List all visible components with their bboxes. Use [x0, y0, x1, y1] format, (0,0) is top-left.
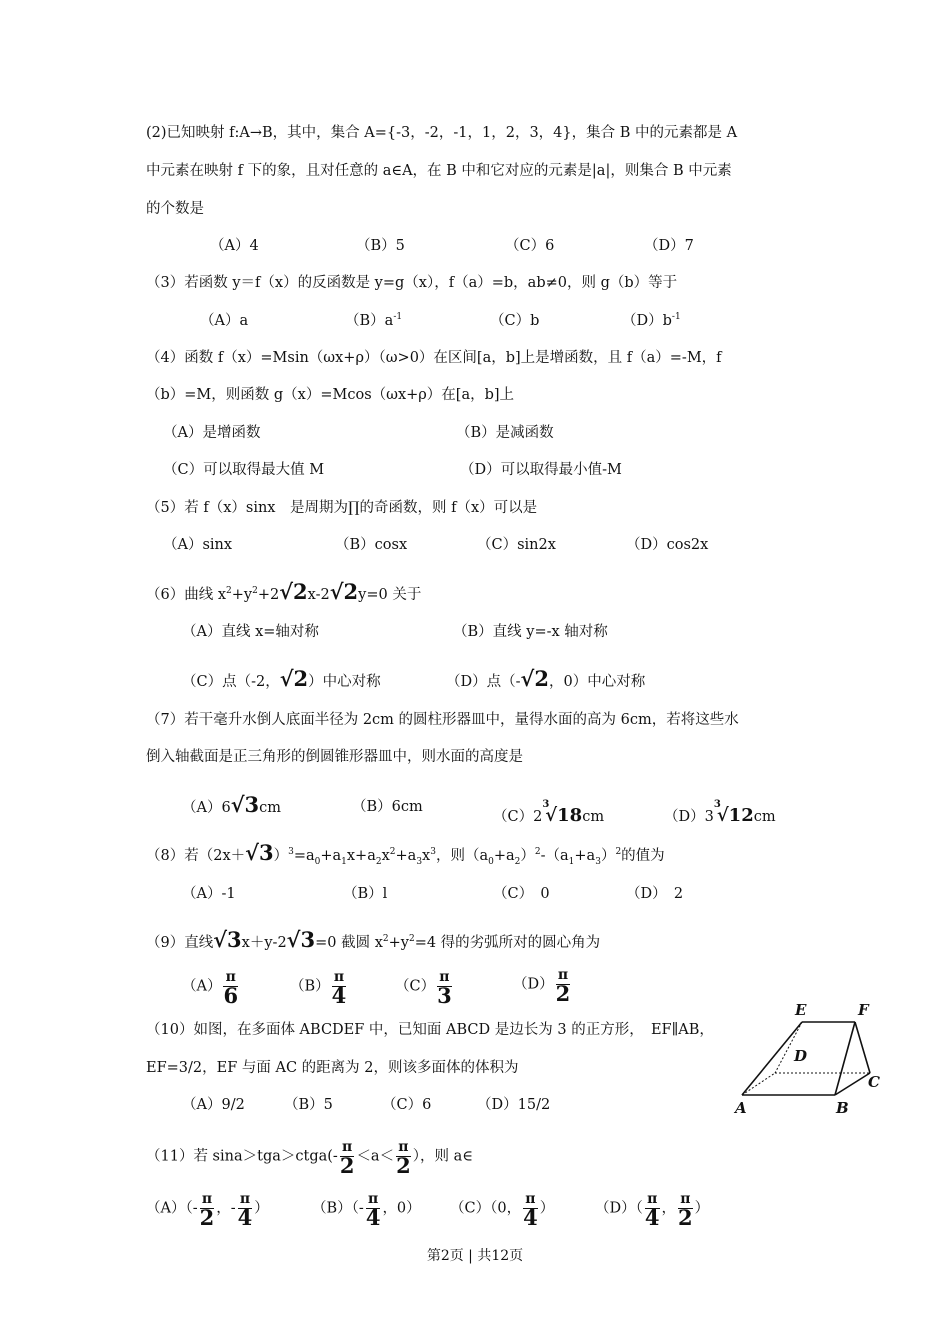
q10-line-1: （10）如图，在多面体 ABCDEF 中，已知面 ABCD 是边长为 3 的正方形， EF∥AB，	[146, 1022, 714, 1038]
vertex-label-a: A	[735, 1099, 747, 1117]
pi-over-4: $\frac{\pi}{4}$	[331, 969, 347, 1008]
q9-line-1: （9）直线√3x＋y-2√3=0 截圆 $x^2+y^2=4$ 得的劣弧所对的圆心角为	[146, 927, 601, 952]
q10-line-2: EF=3/2，EF 与面 AC 的距离为 2，则该多面体的体积为	[146, 1060, 519, 1076]
q7-option-c: $(C)2^3√18cm$	[493, 799, 605, 826]
q7-option-a: （A）6√3cm	[182, 792, 282, 817]
q8-option-a: （A）-1	[182, 886, 236, 902]
page-footer: 第2页 | 共12页	[426, 1248, 524, 1264]
vertex-label-f: F	[858, 1001, 869, 1019]
polyhedron-figure	[730, 995, 890, 1120]
q10-option-b: （B）5	[284, 1097, 333, 1113]
q3-line-1: （3）若函数 y＝f（x）的反函数是 y=g（x），f（a）=b，ab≠0，则 g（b）等于	[146, 275, 678, 291]
pi-over-6: $\frac{\pi}{6}$	[223, 969, 239, 1008]
q6-option-a: （A）直线 x=轴对称	[182, 624, 319, 640]
q9-option-a: （A） $\frac{\pi}{6}$	[182, 969, 239, 1008]
q9-option-d: （D） $\frac{\pi}{2}$	[513, 967, 571, 1006]
q6-option-c: （C）点（-2，√2）中心对称	[182, 666, 381, 691]
q5-option-b: （B）cosx	[335, 537, 408, 553]
q11-option-a: （A）（- $\frac{\pi}{2}$ ，- $\frac{\pi}{4}$ ）	[146, 1191, 269, 1230]
sqrt2-symbol: √2	[520, 666, 549, 691]
q9-option-c: （C） $\frac{\pi}{3}$	[395, 969, 452, 1008]
vertex-label-c: C	[868, 1073, 880, 1091]
q4-option-b: （B）是减函数	[456, 425, 554, 441]
q6-line-1: （6）曲线 $x^2+y^2+2√2x-2√2y=0$ 关于	[146, 579, 422, 604]
q7-option-d: $(D)3^3√12cm$	[664, 799, 776, 826]
q6-option-b: （B）直线 y=-x 轴对称	[453, 624, 608, 640]
sqrt2-symbol: √2	[329, 579, 359, 604]
q3-option-d: $(D)b^{-1}$	[622, 312, 681, 329]
q2-option-c: （C）6	[505, 238, 555, 254]
q4-option-a: （A）是增函数	[163, 425, 261, 441]
q11-option-d: （D）（ $\frac{\pi}{4}$ ， $\frac{\pi}{2}$ ）	[595, 1191, 710, 1230]
q4-line-2: （b）=M，则函数 g（x）=Mcos（ωx+ρ）在[a，b]上	[146, 387, 515, 403]
q11-option-b: （B）（- $\frac{\pi}{4}$ ，0）	[312, 1191, 421, 1230]
q7-line-1: （7）若干毫升水倒人底面半径为 2cm 的圆柱形器皿中，量得水面的高为 6cm，若将这些水	[146, 712, 739, 728]
vertex-label-d: D	[794, 1047, 808, 1065]
q2-line-3: 的个数是	[146, 201, 204, 217]
sqrt2-symbol: √2	[279, 666, 309, 691]
q2-line-1: (2)已知映射 f:A→B，其中，集合 A={-3，-2，-1，1，2，3，4}，集合 B 中的元素都是 A	[146, 125, 738, 141]
q8-option-d: （D） 2	[626, 886, 684, 902]
q7-option-b: （B）6cm	[352, 799, 423, 815]
q3-option-c: （C）b	[490, 313, 540, 329]
q5-line-1: （5）若 f（x）sinx 是周期为∏的奇函数，则 f（x）可以是	[146, 500, 538, 516]
q2-option-a: （A）4	[210, 238, 259, 254]
q3-option-b: $(B)a^{-1}$	[345, 312, 403, 329]
q5-option-a: （A）sinx	[163, 537, 233, 553]
pi-over-2: $\frac{\pi}{2}$	[555, 967, 571, 1006]
q10-option-a: （A）9/2	[182, 1097, 245, 1113]
q9-option-b: （B） $\frac{\pi}{4}$	[290, 969, 347, 1008]
q8-option-c: （C） 0	[493, 886, 550, 902]
pi-over-3: $\frac{\pi}{3}$	[437, 969, 452, 1008]
q8-line-1: （8）若$(2x+√3)^3=a_0+a_1x+a_2x^2+a_3x^3$，则$(a_0+a_2)^2-(a_1+a_3)^2$的值为	[146, 840, 665, 867]
q11-line-1: （11）若 sina＞tga＞ctga(- $\frac{\pi}{2}$ ＜a＜ $\frac{\pi}{2}$ ），则 a∈	[146, 1139, 473, 1178]
q5-option-d: （D）cos2x	[626, 537, 709, 553]
q7-line-2: 倒入轴截面是正三角形的倒圆锥形器皿中，则水面的高度是	[146, 749, 523, 765]
q8-option-b: （B）l	[343, 886, 388, 902]
q3-option-a: （A）a	[200, 313, 249, 329]
q6-option-d: （D）点（-√2，0）中心对称	[446, 666, 646, 691]
vertex-label-e: E	[795, 1001, 807, 1019]
q2-line-2: 中元素在映射 f 下的象，且对任意的 a∈A，在 B 中和它对应的元素是|a|，则集合 B 中元素	[146, 163, 732, 179]
sqrt2-symbol: √2	[279, 579, 308, 604]
q4-line-1: （4）函数 f（x）=Msin（ωx+ρ）（ω>0）在区间[a，b]上是增函数，且 f（a）=-M，f	[146, 350, 722, 366]
q5-option-c: （C）sin2x	[477, 537, 556, 553]
q4-option-c: （C）可以取得最大值 M	[163, 462, 325, 478]
q2-option-d: （D）7	[644, 238, 694, 254]
q10-option-c: （C）6	[382, 1097, 432, 1113]
q4-option-d: （D）可以取得最小值-M	[460, 462, 622, 478]
vertex-label-b: B	[836, 1099, 849, 1117]
q2-option-b: （B）5	[356, 238, 405, 254]
q11-option-c: （C）（0， $\frac{\pi}{4}$ ）	[450, 1191, 555, 1230]
q10-option-d: （D）15/2	[477, 1097, 551, 1113]
